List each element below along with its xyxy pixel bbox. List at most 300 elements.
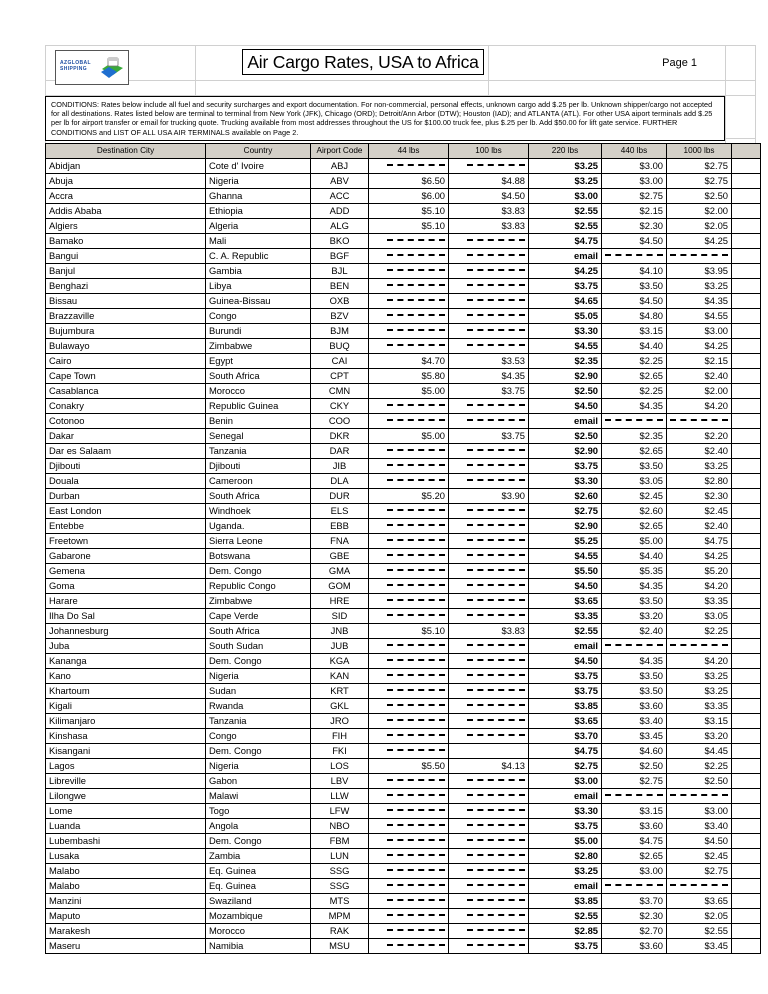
cell-destination-city: Khartoum <box>46 684 206 699</box>
cell-country: Windhoek <box>206 504 311 519</box>
cell-rate-1000-lbs: $4.20 <box>667 399 732 414</box>
cell-rate-44-lbs: $5.10 <box>369 219 449 234</box>
cell-spacer <box>732 714 761 729</box>
cell-rate-100-lbs: $4.13 <box>449 759 529 774</box>
table-row <box>46 624 761 639</box>
cell-spacer <box>732 204 761 219</box>
cell-destination-city: Lusaka <box>46 849 206 864</box>
page-header <box>45 45 725 95</box>
page-number-label: Page 1 <box>662 57 697 69</box>
cell-rate-1000-lbs: $4.35 <box>667 294 732 309</box>
grid-line <box>725 45 726 143</box>
cell-rate-220-lbs: $3.00 <box>529 189 602 204</box>
cell-rate-220-lbs: $3.35 <box>529 609 602 624</box>
dash-placeholder <box>387 479 445 482</box>
cell-rate-1000-lbs: $2.40 <box>667 519 732 534</box>
dash-placeholder <box>467 329 525 332</box>
table-row <box>46 219 761 234</box>
cell-rate-1000-lbs: $4.25 <box>667 549 732 564</box>
dash-placeholder <box>387 524 445 527</box>
cell-airport-code: HRE <box>311 594 369 609</box>
dash-placeholder <box>670 644 728 647</box>
cell-destination-city: Kilimanjaro <box>46 714 206 729</box>
dash-placeholder <box>387 659 445 662</box>
cell-country: Botswana <box>206 549 311 564</box>
cell-airport-code: SID <box>311 609 369 624</box>
dash-placeholder <box>387 239 445 242</box>
cell-rate-220-lbs: $2.80 <box>529 849 602 864</box>
cell-rate-1000-lbs: $2.00 <box>667 384 732 399</box>
cell-rate-44-lbs <box>369 714 449 729</box>
cell-destination-city: Libreville <box>46 774 206 789</box>
dash-placeholder <box>467 524 525 527</box>
cell-rate-440-lbs: $2.65 <box>602 369 667 384</box>
cell-country: Cape Verde <box>206 609 311 624</box>
cell-rate-440-lbs: $3.15 <box>602 324 667 339</box>
cell-country: Libya <box>206 279 311 294</box>
dash-placeholder <box>387 824 445 827</box>
cell-rate-440-lbs: $3.60 <box>602 939 667 954</box>
cell-rate-44-lbs <box>369 549 449 564</box>
cell-destination-city: Maputo <box>46 909 206 924</box>
cell-rate-44-lbs <box>369 939 449 954</box>
cell-airport-code: KRT <box>311 684 369 699</box>
dash-placeholder <box>387 899 445 902</box>
cell-spacer <box>732 159 761 174</box>
cell-rate-1000-lbs: $4.25 <box>667 339 732 354</box>
cell-rate-44-lbs <box>369 594 449 609</box>
cell-rate-440-lbs: $2.70 <box>602 924 667 939</box>
cell-rate-220-lbs: $3.00 <box>529 774 602 789</box>
cell-country: Guinea-Bissau <box>206 294 311 309</box>
dash-placeholder <box>467 899 525 902</box>
cell-rate-440-lbs: $2.60 <box>602 504 667 519</box>
dash-placeholder <box>387 269 445 272</box>
cell-destination-city: Luanda <box>46 819 206 834</box>
cell-rate-44-lbs <box>369 639 449 654</box>
cell-rate-100-lbs: $3.83 <box>449 219 529 234</box>
cell-spacer <box>732 294 761 309</box>
cell-rate-220-lbs: $4.55 <box>529 549 602 564</box>
cell-airport-code: CKY <box>311 399 369 414</box>
cell-airport-code: GBE <box>311 549 369 564</box>
cell-rate-44-lbs <box>369 564 449 579</box>
table-row <box>46 879 761 894</box>
table-row <box>46 459 761 474</box>
cell-spacer <box>732 729 761 744</box>
cell-spacer <box>732 894 761 909</box>
table-row <box>46 159 761 174</box>
cell-country: Rwanda <box>206 699 311 714</box>
dash-placeholder <box>467 944 525 947</box>
cell-destination-city: Lome <box>46 804 206 819</box>
cell-rate-100-lbs <box>449 609 529 624</box>
cell-rate-100-lbs: $3.90 <box>449 489 529 504</box>
dash-placeholder <box>467 284 525 287</box>
cell-destination-city: Brazzaville <box>46 309 206 324</box>
cell-rate-440-lbs: $2.65 <box>602 849 667 864</box>
cell-country: Swaziland <box>206 894 311 909</box>
cell-country: Morocco <box>206 384 311 399</box>
table-row <box>46 279 761 294</box>
cell-rate-220-lbs: $3.75 <box>529 459 602 474</box>
cell-rate-1000-lbs <box>667 414 732 429</box>
cell-rate-220-lbs: $2.90 <box>529 444 602 459</box>
table-row <box>46 834 761 849</box>
cell-rate-44-lbs <box>369 804 449 819</box>
dash-placeholder <box>387 914 445 917</box>
cell-rate-44-lbs <box>369 159 449 174</box>
dash-placeholder <box>387 509 445 512</box>
table-row <box>46 429 761 444</box>
cell-rate-220-lbs: $3.75 <box>529 669 602 684</box>
cell-rate-100-lbs: $3.75 <box>449 429 529 444</box>
cell-spacer <box>732 909 761 924</box>
cell-rate-1000-lbs: $2.45 <box>667 504 732 519</box>
table-body <box>46 159 761 954</box>
dash-placeholder <box>467 719 525 722</box>
cell-country: Togo <box>206 804 311 819</box>
cell-destination-city: Gabarone <box>46 549 206 564</box>
table-row <box>46 924 761 939</box>
cell-rate-440-lbs: $2.30 <box>602 219 667 234</box>
table-row <box>46 699 761 714</box>
cell-spacer <box>732 174 761 189</box>
cell-airport-code: LFW <box>311 804 369 819</box>
cell-rate-1000-lbs: $3.00 <box>667 324 732 339</box>
dash-placeholder <box>387 944 445 947</box>
cell-rate-440-lbs <box>602 879 667 894</box>
cell-rate-220-lbs: $2.60 <box>529 489 602 504</box>
table-row <box>46 669 761 684</box>
cell-spacer <box>732 279 761 294</box>
cell-destination-city: Freetown <box>46 534 206 549</box>
cell-airport-code: BKO <box>311 234 369 249</box>
page-title-text: Air Cargo Rates, USA to Africa <box>247 51 479 72</box>
cell-rate-44-lbs: $5.10 <box>369 204 449 219</box>
dash-placeholder <box>387 404 445 407</box>
cell-spacer <box>732 189 761 204</box>
cell-country: Namibia <box>206 939 311 954</box>
cell-rate-44-lbs <box>369 669 449 684</box>
cell-rate-44-lbs: $5.00 <box>369 429 449 444</box>
cell-rate-440-lbs: $2.50 <box>602 759 667 774</box>
cell-airport-code: CAI <box>311 354 369 369</box>
cell-country: Cameroon <box>206 474 311 489</box>
cell-rate-440-lbs: $3.00 <box>602 864 667 879</box>
dash-placeholder <box>467 404 525 407</box>
cell-spacer <box>732 519 761 534</box>
dash-placeholder <box>467 569 525 572</box>
cell-rate-44-lbs <box>369 474 449 489</box>
cell-destination-city: Accra <box>46 189 206 204</box>
cell-rate-440-lbs: $5.00 <box>602 534 667 549</box>
dash-placeholder <box>467 344 525 347</box>
cell-spacer <box>732 609 761 624</box>
dash-placeholder <box>387 164 445 167</box>
cell-airport-code: ELS <box>311 504 369 519</box>
rates-table-container <box>45 143 728 954</box>
logo-wordmark <box>60 60 91 72</box>
cell-destination-city: Abuja <box>46 174 206 189</box>
table-row <box>46 714 761 729</box>
cell-rate-44-lbs: $5.80 <box>369 369 449 384</box>
cell-rate-100-lbs <box>449 459 529 474</box>
cell-country: Nigeria <box>206 174 311 189</box>
cell-country: Zambia <box>206 849 311 864</box>
dash-placeholder <box>467 419 525 422</box>
table-row <box>46 399 761 414</box>
dash-placeholder <box>387 794 445 797</box>
cell-rate-1000-lbs: $4.50 <box>667 834 732 849</box>
cell-country: Sudan <box>206 684 311 699</box>
cell-airport-code: RAK <box>311 924 369 939</box>
cell-rate-44-lbs <box>369 729 449 744</box>
cell-rate-440-lbs: $3.50 <box>602 684 667 699</box>
cell-rate-440-lbs <box>602 249 667 264</box>
cell-airport-code: FKI <box>311 744 369 759</box>
cell-country: Dem. Congo <box>206 744 311 759</box>
cell-destination-city: Douala <box>46 474 206 489</box>
dash-placeholder <box>387 569 445 572</box>
cell-rate-100-lbs <box>449 294 529 309</box>
dash-placeholder <box>467 584 525 587</box>
cell-airport-code: COO <box>311 414 369 429</box>
col-header-1000-lbs: 1000 lbs <box>667 144 732 159</box>
cell-rate-220-lbs: email <box>529 789 602 804</box>
dash-placeholder <box>467 884 525 887</box>
dash-placeholder <box>467 539 525 542</box>
cell-rate-44-lbs: $6.00 <box>369 189 449 204</box>
cell-rate-100-lbs <box>449 819 529 834</box>
cell-rate-44-lbs <box>369 609 449 624</box>
cell-destination-city: Cape Town <box>46 369 206 384</box>
table-row <box>46 564 761 579</box>
cell-destination-city: Lagos <box>46 759 206 774</box>
cell-rate-220-lbs: $4.65 <box>529 294 602 309</box>
cell-country: C. A. Republic <box>206 249 311 264</box>
dash-placeholder <box>467 239 525 242</box>
cell-rate-1000-lbs: $2.05 <box>667 909 732 924</box>
dash-placeholder <box>605 884 663 887</box>
cell-rate-44-lbs <box>369 819 449 834</box>
dash-placeholder <box>467 269 525 272</box>
cell-rate-440-lbs: $2.25 <box>602 384 667 399</box>
cell-rate-1000-lbs: $2.55 <box>667 924 732 939</box>
cell-rate-1000-lbs: $2.40 <box>667 444 732 459</box>
cell-rate-440-lbs: $3.50 <box>602 669 667 684</box>
cell-rate-100-lbs <box>449 519 529 534</box>
cell-country: Zimbabwe <box>206 339 311 354</box>
dash-placeholder <box>387 779 445 782</box>
table-row <box>46 729 761 744</box>
dash-placeholder <box>670 794 728 797</box>
page-title <box>242 49 484 75</box>
cell-spacer <box>732 489 761 504</box>
cell-rate-220-lbs: $2.50 <box>529 384 602 399</box>
cell-rate-44-lbs <box>369 744 449 759</box>
cell-rate-44-lbs <box>369 834 449 849</box>
cell-airport-code: BGF <box>311 249 369 264</box>
cell-rate-440-lbs: $3.70 <box>602 894 667 909</box>
cell-rate-440-lbs: $2.15 <box>602 204 667 219</box>
cell-rate-44-lbs <box>369 294 449 309</box>
cell-airport-code: MPM <box>311 909 369 924</box>
cell-airport-code: LLW <box>311 789 369 804</box>
cell-country: Mozambique <box>206 909 311 924</box>
cell-spacer <box>732 399 761 414</box>
cell-airport-code: BZV <box>311 309 369 324</box>
cell-rate-100-lbs <box>449 684 529 699</box>
table-header-row <box>46 144 761 159</box>
cell-rate-220-lbs: $4.55 <box>529 339 602 354</box>
dash-placeholder <box>387 254 445 257</box>
cell-destination-city: Bamako <box>46 234 206 249</box>
cell-rate-220-lbs: email <box>529 249 602 264</box>
cell-rate-100-lbs <box>449 309 529 324</box>
cell-rate-440-lbs: $4.35 <box>602 654 667 669</box>
cell-rate-440-lbs <box>602 789 667 804</box>
cell-spacer <box>732 444 761 459</box>
dash-placeholder <box>387 644 445 647</box>
cell-rate-220-lbs: $4.50 <box>529 654 602 669</box>
cell-destination-city: Addis Ababa <box>46 204 206 219</box>
cell-rate-220-lbs: $3.25 <box>529 174 602 189</box>
cell-airport-code: ALG <box>311 219 369 234</box>
col-header-44-lbs: 44 lbs <box>369 144 449 159</box>
dash-placeholder <box>605 794 663 797</box>
cell-spacer <box>732 924 761 939</box>
cell-rate-44-lbs <box>369 279 449 294</box>
cell-rate-100-lbs <box>449 939 529 954</box>
cell-rate-44-lbs <box>369 249 449 264</box>
cell-destination-city: Kano <box>46 669 206 684</box>
cell-airport-code: GOM <box>311 579 369 594</box>
cell-country: Morocco <box>206 924 311 939</box>
cell-spacer <box>732 579 761 594</box>
table-row <box>46 354 761 369</box>
table-row <box>46 789 761 804</box>
cell-spacer <box>732 684 761 699</box>
cell-rate-100-lbs: $3.83 <box>449 624 529 639</box>
cell-destination-city: Manzini <box>46 894 206 909</box>
cell-rate-440-lbs: $4.10 <box>602 264 667 279</box>
cell-country: South Africa <box>206 624 311 639</box>
cell-rate-220-lbs: $3.30 <box>529 324 602 339</box>
cell-airport-code: BEN <box>311 279 369 294</box>
cell-spacer <box>732 384 761 399</box>
cell-rate-44-lbs <box>369 579 449 594</box>
cell-airport-code: GKL <box>311 699 369 714</box>
cell-destination-city: Kigali <box>46 699 206 714</box>
cell-rate-100-lbs <box>449 849 529 864</box>
table-row <box>46 339 761 354</box>
cell-rate-1000-lbs: $2.45 <box>667 849 732 864</box>
cell-airport-code: DUR <box>311 489 369 504</box>
cell-airport-code: BJL <box>311 264 369 279</box>
table-row <box>46 849 761 864</box>
cell-rate-1000-lbs: $3.35 <box>667 594 732 609</box>
cell-rate-1000-lbs: $2.20 <box>667 429 732 444</box>
cell-rate-1000-lbs: $2.80 <box>667 474 732 489</box>
cell-airport-code: CPT <box>311 369 369 384</box>
cell-rate-220-lbs: $3.25 <box>529 864 602 879</box>
cell-destination-city: Lubembashi <box>46 834 206 849</box>
conditions-block <box>45 96 725 141</box>
cell-rate-1000-lbs: $2.40 <box>667 369 732 384</box>
azglobal-shipping-logo <box>55 50 129 85</box>
cell-rate-220-lbs: $3.85 <box>529 894 602 909</box>
dash-placeholder <box>387 299 445 302</box>
cell-country: Congo <box>206 729 311 744</box>
cell-airport-code: DLA <box>311 474 369 489</box>
cell-spacer <box>732 534 761 549</box>
cell-spacer <box>732 474 761 489</box>
cell-rate-220-lbs: $3.70 <box>529 729 602 744</box>
cell-rate-220-lbs: $3.30 <box>529 474 602 489</box>
cell-rate-1000-lbs: $3.20 <box>667 729 732 744</box>
dash-placeholder <box>467 869 525 872</box>
cell-rate-44-lbs <box>369 534 449 549</box>
cell-airport-code: DAR <box>311 444 369 459</box>
cell-airport-code: FBM <box>311 834 369 849</box>
cell-rate-440-lbs: $4.60 <box>602 744 667 759</box>
dash-placeholder <box>387 869 445 872</box>
cell-rate-220-lbs: $3.85 <box>529 699 602 714</box>
table-row <box>46 384 761 399</box>
cell-rate-1000-lbs: $3.25 <box>667 669 732 684</box>
cell-country: Gambia <box>206 264 311 279</box>
cell-rate-1000-lbs: $2.75 <box>667 174 732 189</box>
cell-rate-440-lbs: $3.45 <box>602 729 667 744</box>
cell-destination-city: Casablanca <box>46 384 206 399</box>
cell-airport-code: EBB <box>311 519 369 534</box>
table-row <box>46 639 761 654</box>
cell-rate-1000-lbs <box>667 879 732 894</box>
cell-rate-44-lbs <box>369 399 449 414</box>
cell-destination-city: East London <box>46 504 206 519</box>
cell-spacer <box>732 459 761 474</box>
cell-rate-44-lbs: $5.00 <box>369 384 449 399</box>
cell-destination-city: Dar es Salaam <box>46 444 206 459</box>
cell-destination-city: Durban <box>46 489 206 504</box>
cell-rate-1000-lbs: $2.50 <box>667 774 732 789</box>
cell-airport-code: LOS <box>311 759 369 774</box>
dash-placeholder <box>387 614 445 617</box>
cell-country: Nigeria <box>206 669 311 684</box>
cell-rate-100-lbs <box>449 279 529 294</box>
cell-airport-code: LBV <box>311 774 369 789</box>
cell-rate-100-lbs <box>449 669 529 684</box>
cell-destination-city: Djibouti <box>46 459 206 474</box>
cell-rate-44-lbs: $6.50 <box>369 174 449 189</box>
cell-rate-44-lbs <box>369 264 449 279</box>
cell-rate-1000-lbs <box>667 789 732 804</box>
cell-destination-city: Ilha Do Sal <box>46 609 206 624</box>
cell-destination-city: Kananga <box>46 654 206 669</box>
table-row <box>46 519 761 534</box>
col-header-220-lbs: 220 lbs <box>529 144 602 159</box>
cell-country: Dem. Congo <box>206 564 311 579</box>
dash-placeholder <box>387 689 445 692</box>
cell-rate-1000-lbs: $2.50 <box>667 189 732 204</box>
dash-placeholder <box>387 929 445 932</box>
cell-rate-100-lbs <box>449 444 529 459</box>
cell-rate-220-lbs: $2.35 <box>529 354 602 369</box>
cell-airport-code: JNB <box>311 624 369 639</box>
cell-rate-1000-lbs: $2.75 <box>667 159 732 174</box>
cell-rate-440-lbs: $2.65 <box>602 519 667 534</box>
